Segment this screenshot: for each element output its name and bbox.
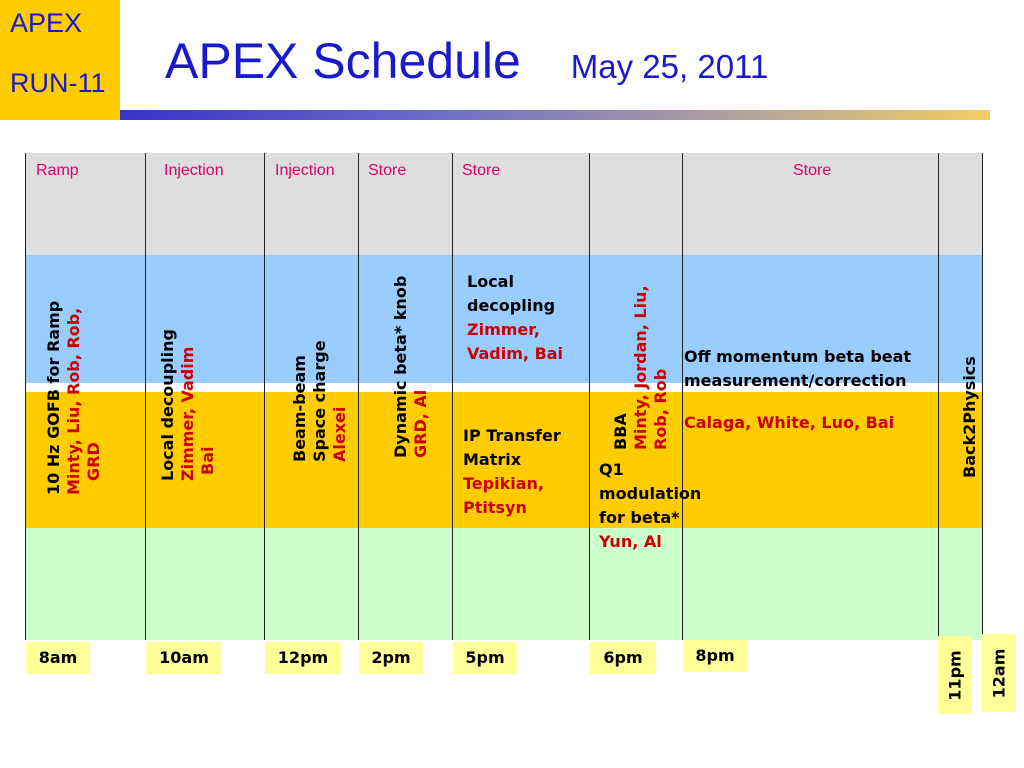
header-store-3: Store xyxy=(793,162,832,179)
entry-back2physics: Back2Physics xyxy=(960,356,979,478)
header-injection-1: Injection xyxy=(164,162,224,179)
column-divider xyxy=(358,153,359,640)
title-divider xyxy=(120,110,990,120)
entry-off-momentum: Off momentum beta beat measurement/correction Calaga, White, Luo, Bai xyxy=(684,347,912,432)
time-label-8pm: 8pm xyxy=(683,640,747,672)
column-divider xyxy=(452,153,453,640)
time-label-6pm: 6pm xyxy=(590,642,656,674)
time-label-8am: 8am xyxy=(26,642,90,674)
entry-dynamic-beta: Dynamic beta* knob GRD, Al xyxy=(391,275,430,458)
apex-logo xyxy=(0,0,120,120)
column-divider xyxy=(982,153,983,640)
entry-q1-modulation: Q1 modulation for beta* Yun, Al xyxy=(599,460,702,551)
entry-local-decoupling: Local decoupling Zimmer, Vadim Bai xyxy=(158,329,217,481)
header-store-1: Store xyxy=(368,162,407,179)
entry-local-decopling: Local decopling Zimmer, Vadim, Bai xyxy=(467,272,564,363)
time-label-5pm: 5pm xyxy=(453,642,517,674)
time-label-12pm: 12pm xyxy=(265,642,341,674)
time-label-12am: 12am xyxy=(982,634,1016,712)
time-label-11pm: 11pm xyxy=(938,636,972,714)
entry-gofb-ramp: 10 Hz GOFB for Ramp Minty, Liu, Rob, Rob, GRD xyxy=(44,300,103,495)
column-divider xyxy=(264,153,265,640)
entry-ip-transfer-matrix: IP Transfer Matrix Tepikian, Ptitsyn xyxy=(463,426,561,517)
column-divider xyxy=(25,153,26,640)
page-title xyxy=(165,32,768,90)
green-row xyxy=(25,528,983,640)
time-label-10am: 10am xyxy=(146,642,222,674)
header-ramp: Ramp xyxy=(36,162,79,179)
logo-line-run: RUN-11 xyxy=(10,68,106,98)
entry-bba: BBA Minty, Jordan, Liu, Rob, Rob xyxy=(611,285,670,450)
column-divider xyxy=(589,153,590,640)
column-divider xyxy=(938,153,939,640)
time-label-2pm: 2pm xyxy=(359,642,423,674)
title-main: APEX Schedule xyxy=(165,33,521,89)
column-divider xyxy=(145,153,146,640)
entry-beam-beam: Beam-beam Space charge Alexei xyxy=(290,340,349,462)
column-divider xyxy=(682,153,683,640)
header-injection-2: Injection xyxy=(275,162,335,179)
title-date: May 25, 2011 xyxy=(570,48,769,85)
logo-line-apex: APEX xyxy=(10,8,83,38)
header-store-2: Store xyxy=(462,162,501,179)
